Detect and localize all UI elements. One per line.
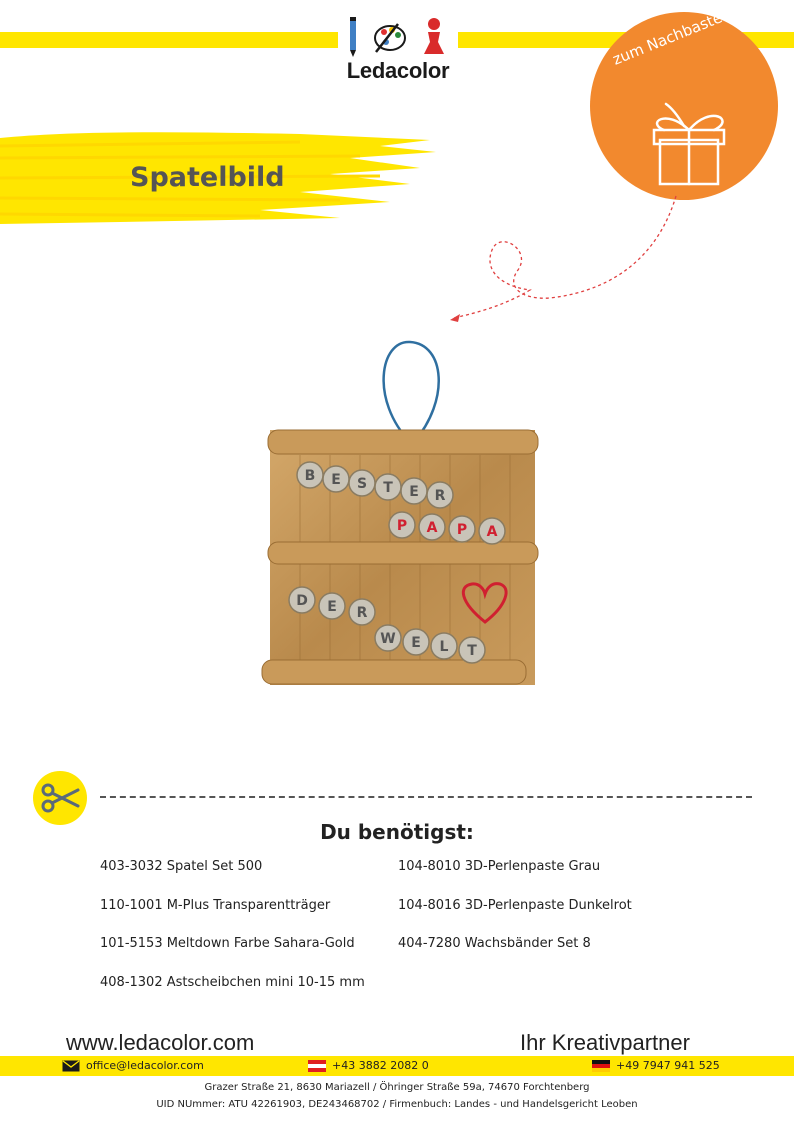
disc-letter: T bbox=[383, 480, 393, 496]
disc-letter: A bbox=[426, 520, 438, 536]
disc-letter: D bbox=[296, 593, 308, 609]
materials-heading: Du benötigst: bbox=[320, 820, 474, 844]
palette-icon bbox=[375, 24, 405, 52]
disc-letter: R bbox=[434, 488, 446, 504]
page-title: Spatelbild bbox=[130, 162, 285, 193]
dashed-arrow bbox=[440, 190, 700, 330]
materials-list-left bbox=[100, 859, 365, 1013]
legal-line: UID NUmmer: ATU 42261903, DE243468702 / Firmenbuch: Landes - und Handelsgericht Leoben bbox=[156, 1099, 638, 1110]
disc-letter: E bbox=[409, 484, 419, 500]
material-item: 408-1302 Astscheibchen mini 10-15 mm bbox=[100, 974, 365, 990]
logo-icons bbox=[342, 14, 452, 58]
material-item: 403-3032 Spatel Set 500 bbox=[100, 859, 263, 874]
disc-letter: R bbox=[356, 605, 368, 621]
disc-letter: S bbox=[356, 476, 368, 492]
contact-phone-at[interactable]: +43 3882 2082 0 bbox=[308, 1059, 429, 1072]
disc-letter: B bbox=[304, 468, 316, 484]
disc-letter: W bbox=[380, 631, 396, 647]
website-link[interactable]: www.ledacolor.com bbox=[66, 1030, 255, 1055]
slogan: Ihr Kreativpartner bbox=[520, 1030, 690, 1055]
envelope-icon bbox=[62, 1060, 80, 1072]
materials-list-right bbox=[398, 859, 632, 975]
material-item: 404-7280 Wachsbänder Set 8 bbox=[398, 936, 591, 951]
address-line: Grazer Straße 21, 8630 Mariazell / Öhringer Straße 59a, 74670 Forchtenberg bbox=[204, 1082, 590, 1093]
disc-letter: T bbox=[467, 643, 477, 659]
disc-letter: E bbox=[327, 599, 337, 615]
disc-letter: L bbox=[439, 639, 449, 655]
cut-line bbox=[100, 796, 752, 798]
disc-letter: E bbox=[331, 472, 341, 488]
austria-flag-icon bbox=[308, 1060, 326, 1072]
germany-flag-icon bbox=[592, 1060, 610, 1072]
material-item: 104-8010 3D-Perlenpaste Grau bbox=[398, 859, 601, 874]
logo-wordmark: Ledacolor bbox=[346, 58, 450, 83]
contact-phone-de[interactable]: +49 7947 941 525 bbox=[592, 1059, 720, 1072]
material-item: 101-5153 Meltdown Farbe Sahara-Gold bbox=[100, 936, 355, 951]
product-image bbox=[250, 330, 550, 700]
badge-text: zum Nachbasteln bbox=[610, 3, 738, 69]
disc-letter: A bbox=[486, 524, 498, 540]
pencil-icon bbox=[350, 17, 356, 57]
material-item: 104-8016 3D-Perlenpaste Dunkelrot bbox=[398, 897, 632, 913]
scissors-icon bbox=[32, 770, 88, 826]
disc-letter: E bbox=[411, 635, 421, 651]
disc-letter: P bbox=[396, 518, 408, 534]
contact-email[interactable]: office@ledacolor.com bbox=[62, 1059, 204, 1072]
disc-letter: P bbox=[456, 522, 468, 538]
pawn-icon bbox=[424, 18, 444, 54]
material-item: 110-1001 M-Plus Transparentträger bbox=[100, 897, 331, 913]
